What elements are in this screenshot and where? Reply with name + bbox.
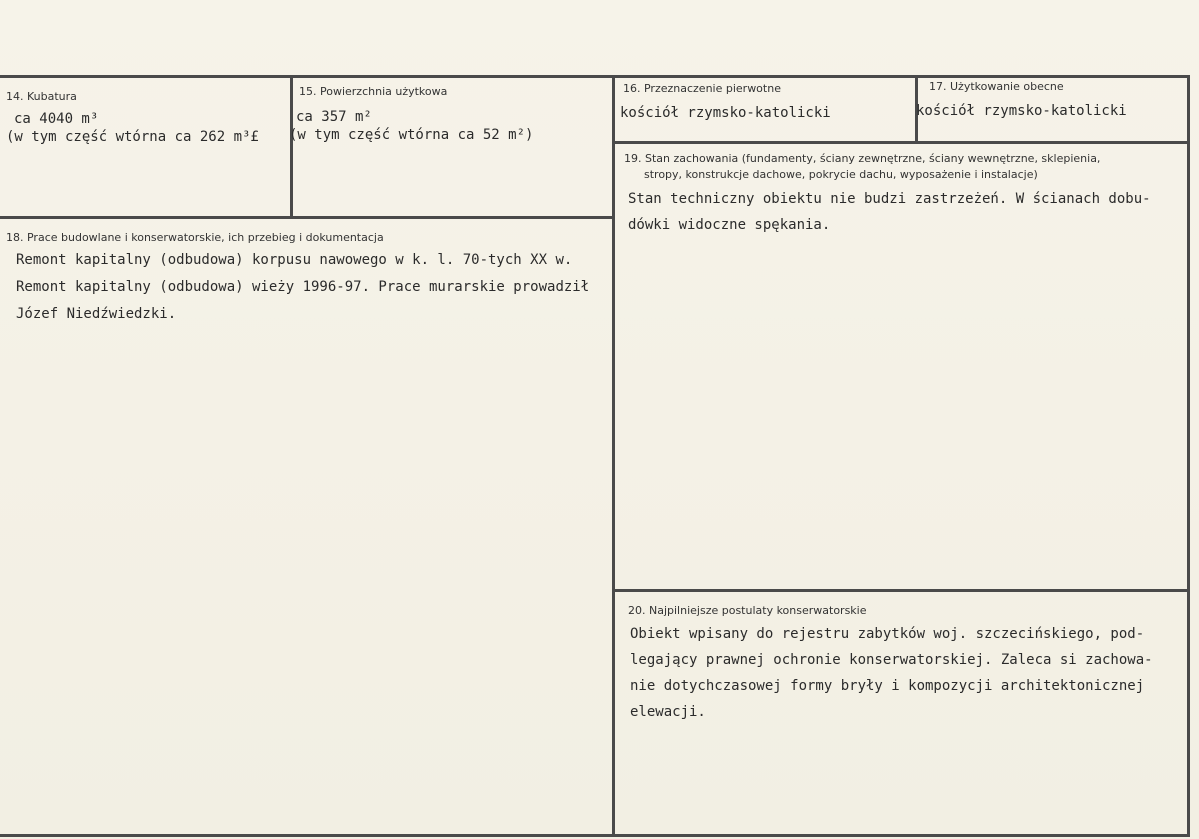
rule-above-20 — [614, 589, 1190, 592]
field-15-label: 15. Powierzchnia użytkowa — [299, 85, 448, 98]
bottom-rule — [0, 834, 1190, 837]
right-border — [1187, 75, 1190, 837]
field-19-label-line-1: 19. Stan zachowania (fundamenty, ściany zewnętrzne, ściany wewnętrzne, sklepienia, — [624, 152, 1101, 165]
field-19-line-2: dówki widoczne spękania. — [628, 217, 831, 233]
rule-below-17 — [614, 141, 1190, 144]
rule-below-14-15 — [0, 216, 614, 219]
field-20-label: 20. Najpilniejsze postulaty konserwatorskie — [628, 604, 867, 617]
field-20-line-1: Obiekt wpisany do rejestru zabytków woj. szczecińskiego, pod- — [630, 626, 1145, 642]
field-15-line-1: ca 357 m² — [296, 109, 372, 125]
field-20-line-2: legający prawnej ochronie konserwatorskiej. Zaleca si zachowa- — [630, 652, 1153, 668]
field-17-label: 17. Użytkowanie obecne — [929, 80, 1064, 93]
field-18-line-2: Remont kapitalny (odbudowa) wieży 1996-97. Prace murarskie prowadził — [16, 279, 590, 295]
field-14-line-2: (w tym część wtórna ca 262 m³£ — [6, 129, 259, 145]
field-20-line-3: nie dotychczasowej formy bryły i kompozycji architektonicznej — [630, 678, 1145, 694]
field-16-value: kościół rzymsko-katolicki — [620, 105, 831, 121]
field-20-line-4: elewacji. — [630, 704, 706, 720]
field-15-line-2: (w tym część wtórna ca 52 m²) — [289, 127, 534, 143]
field-17-value: kościół rzymsko-katolicki — [916, 103, 1127, 119]
field-18-line-3: Józef Niedźwiedzki. — [16, 306, 177, 322]
field-19-line-1: Stan techniczny obiektu nie budzi zastrzeżeń. W ścianach dobu- — [628, 191, 1151, 207]
top-rule — [0, 75, 1190, 78]
divider-main — [612, 75, 615, 837]
divider-14-15 — [290, 75, 293, 219]
field-16-label: 16. Przeznaczenie pierwotne — [623, 82, 781, 95]
field-14-label: 14. Kubatura — [6, 90, 77, 103]
field-18-label: 18. Prace budowlane i konserwatorskie, ich przebieg i dokumentacja — [6, 231, 384, 244]
field-18-line-1: Remont kapitalny (odbudowa) korpusu nawowego w k. l. 70-tych XX w. — [16, 252, 573, 268]
field-19-label-line-2: stropy, konstrukcje dachowe, pokrycie dachu, wyposażenie i instalacje) — [644, 168, 1038, 181]
field-14-line-1: ca 4040 m³ — [14, 111, 99, 127]
